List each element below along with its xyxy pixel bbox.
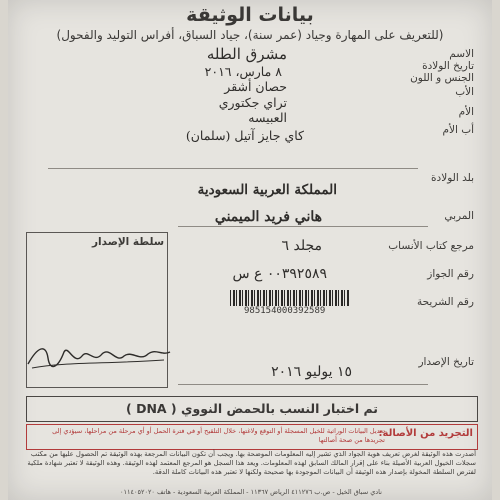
studbook-label: مرجع كتاب الأنساب (388, 240, 474, 252)
authenticity-note-text: تعديل البيانات الوراثية للخيل المسجلة أو التوقع ولاغتها، خلال التلقيح أو في فترة الحمل أو أي مرحلة من مراحلها، سيؤدي إلى تجريدها من صحة أصالتها (52, 427, 385, 444)
dob-value: ٨ مارس، ٢٠١٦ (204, 64, 282, 79)
chip-value: 985154000392589 (244, 306, 326, 316)
document-page (8, 0, 492, 500)
name-value: مشرق الطله (206, 45, 287, 63)
footer-contact: نادي سباق الخيل - ص.ب ٤١١٢٧٦ الرياض ١١٣٦٧ - المملكة العربية السعودية - هاتف ٠١١٤٠٥٢٠٢٠ (120, 488, 382, 496)
breeder-value: هاني فريد الميمني (214, 209, 322, 225)
separator-line (178, 226, 428, 227)
issue-date-value: ١٥ يوليو ٢٠١٦ (271, 364, 352, 380)
fine-print: أصدرت هذه الوثيقة لغرض تعريف هوية الجواد الذي تشير إليه المعلومات الموضحة بها. ويجب أن تكون البيانات المرجعة بهذه الوثيقة تم الحصول عليها من مكتب سجلات الخيول العربية الأصيلة بناء على إقرار المالك السابق لهذه المعلومات. ويعد هذا السجل هو المرجع المعتمد لهذه الوثيقة. وهذه الوثيقة لا تعتبر شهادة ملكية لفترض السلطة المخولة بإصدار هذه الوثيقة أن البيانات الموجودة بها صحيحة ولكنها لا تعتبر هذه البيانات كاملة الدقة. (27, 450, 476, 476)
dna-statement: تم اختبار النسب بالحمض النووي ( DNA ) (26, 396, 478, 422)
separator-line (48, 168, 418, 169)
separator-line (178, 384, 428, 385)
passport-label: رقم الجواز (427, 268, 474, 280)
mother-value: العبيسه (248, 110, 287, 125)
birth-country-label: بلد الولادة (431, 172, 474, 184)
sex-color-value: حصان أشقر (224, 79, 287, 94)
signature-graphic (24, 338, 174, 374)
authenticity-note-title: التجريد من الأصالة: (378, 428, 473, 439)
birth-country-value: المملكة العربية السعودية (197, 182, 337, 198)
chip-barcode (230, 290, 350, 306)
document-title: بيانات الوثيقة (186, 4, 314, 26)
studbook-value: مجلد ٦ (281, 238, 322, 254)
sex-color-label: الجنس و اللون (410, 72, 474, 84)
breeder-label: المربي (444, 210, 474, 222)
dob-label: تاريخ الولادة (422, 60, 474, 72)
mother-father-label: أب الأم (442, 124, 474, 136)
authority-label: سلطة الإصدار (92, 236, 165, 248)
mother-label: الأم (458, 106, 474, 118)
father-label: الأب (455, 86, 474, 98)
mother-father-value: كاي جايز آتيل (سلمان) (185, 128, 304, 143)
father-value: تراي جكتوري (218, 95, 287, 110)
authenticity-note (26, 424, 478, 450)
document-subtitle: (للتعريف على المهارة وجياد (عمر سنة)، جياد السباق، أفراس التوليد والفحول) (56, 28, 444, 42)
passport-value: ٠٠٣٩٢٥٨٩ ع س (232, 266, 327, 282)
issue-date-label: تاريخ الإصدار (418, 356, 474, 368)
name-label: الاسم (449, 48, 474, 60)
chip-label: رقم الشريحة (416, 296, 474, 308)
